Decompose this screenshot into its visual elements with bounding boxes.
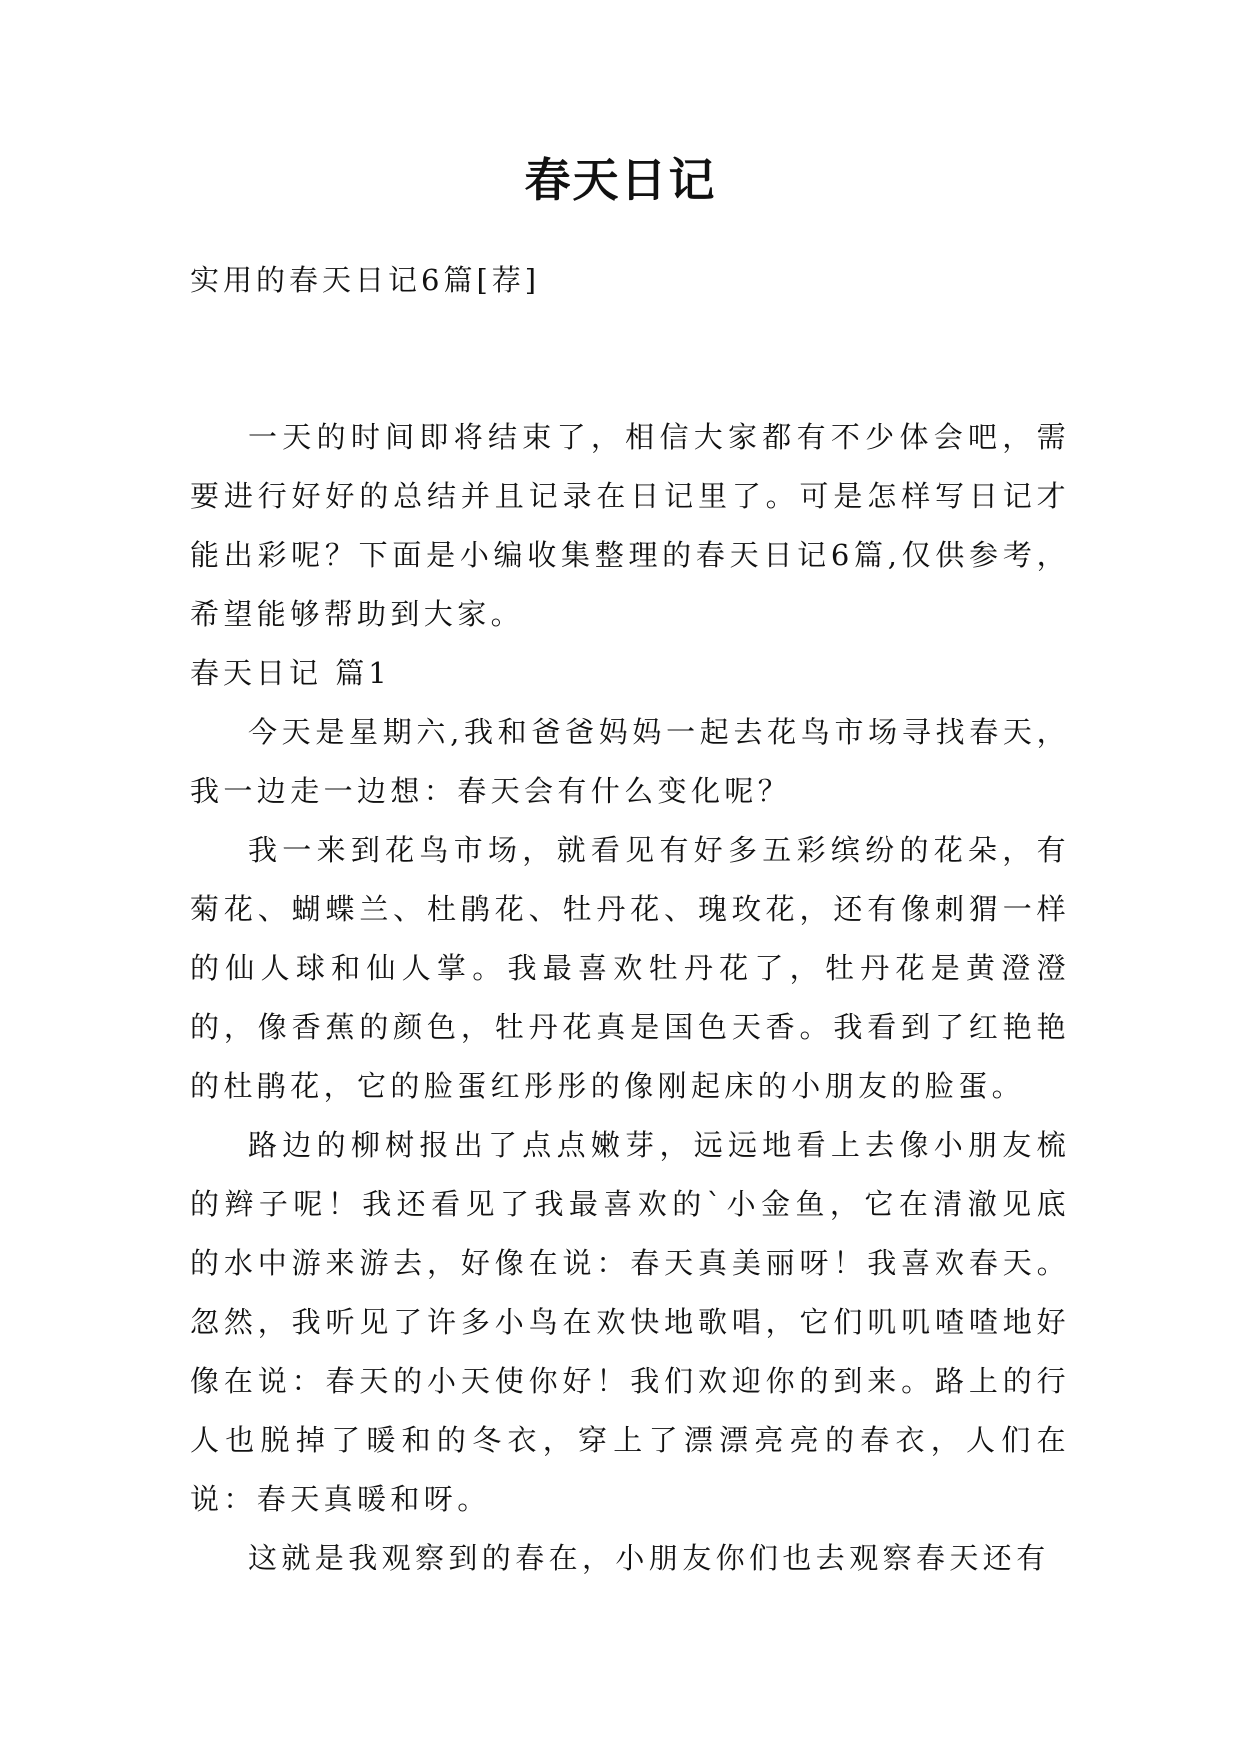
paragraph-3: 路边的柳树报出了点点嫩芽，远远地看上去像小朋友梳的辫子呢！我还看见了我最喜欢的`小金鱼，它在清澈见底的水中游来游去，好像在说：春天真美丽呀！我喜欢春天。忽然，我听见了许多小鸟在欢快地歌唱，它们叽叽喳喳地好像在说：春天的小天使你好！我们欢迎你的到来。路上的行人也脱掉了暖和的冬衣，穿上了漂漂亮亮的春衣，人们在说：春天真暖和呀。	[190, 1128, 1070, 1516]
paragraph-4: 这就是我观察到的春在，小朋友你们也去观察春天还有	[248, 1541, 1050, 1575]
document-body	[190, 408, 1070, 1588]
paragraph-1: 今天是星期六,我和爸爸妈妈一起去花鸟市场寻找春天，我一边走一边想：春天会有什么变化呢？	[190, 715, 1070, 808]
intro-paragraph: 一天的时间即将结束了，相信大家都有不少体会吧，需要进行好好的总结并且记录在日记里了。可是怎样写日记才能出彩呢？下面是小编收集整理的春天日记6篇,仅供参考，希望能够帮助到大家。	[190, 420, 1070, 631]
paragraph-2: 我一来到花鸟市场，就看见有好多五彩缤纷的花朵，有菊花、蝴蝶兰、杜鹃花、牡丹花、瑰玫花，还有像刺猬一样的仙人球和仙人掌。我最喜欢牡丹花了，牡丹花是黄澄澄的，像香蕉的颜色，牡丹花真是国色天香。我看到了红艳艳的杜鹃花，它的脸蛋红彤彤的像刚起床的小朋友的脸蛋。	[190, 833, 1070, 1103]
section-heading: 春天日记 篇1	[190, 656, 391, 690]
document-subtitle: 实用的春天日记6篇[荐]	[190, 263, 541, 297]
page-title: 春天日记	[524, 153, 717, 207]
